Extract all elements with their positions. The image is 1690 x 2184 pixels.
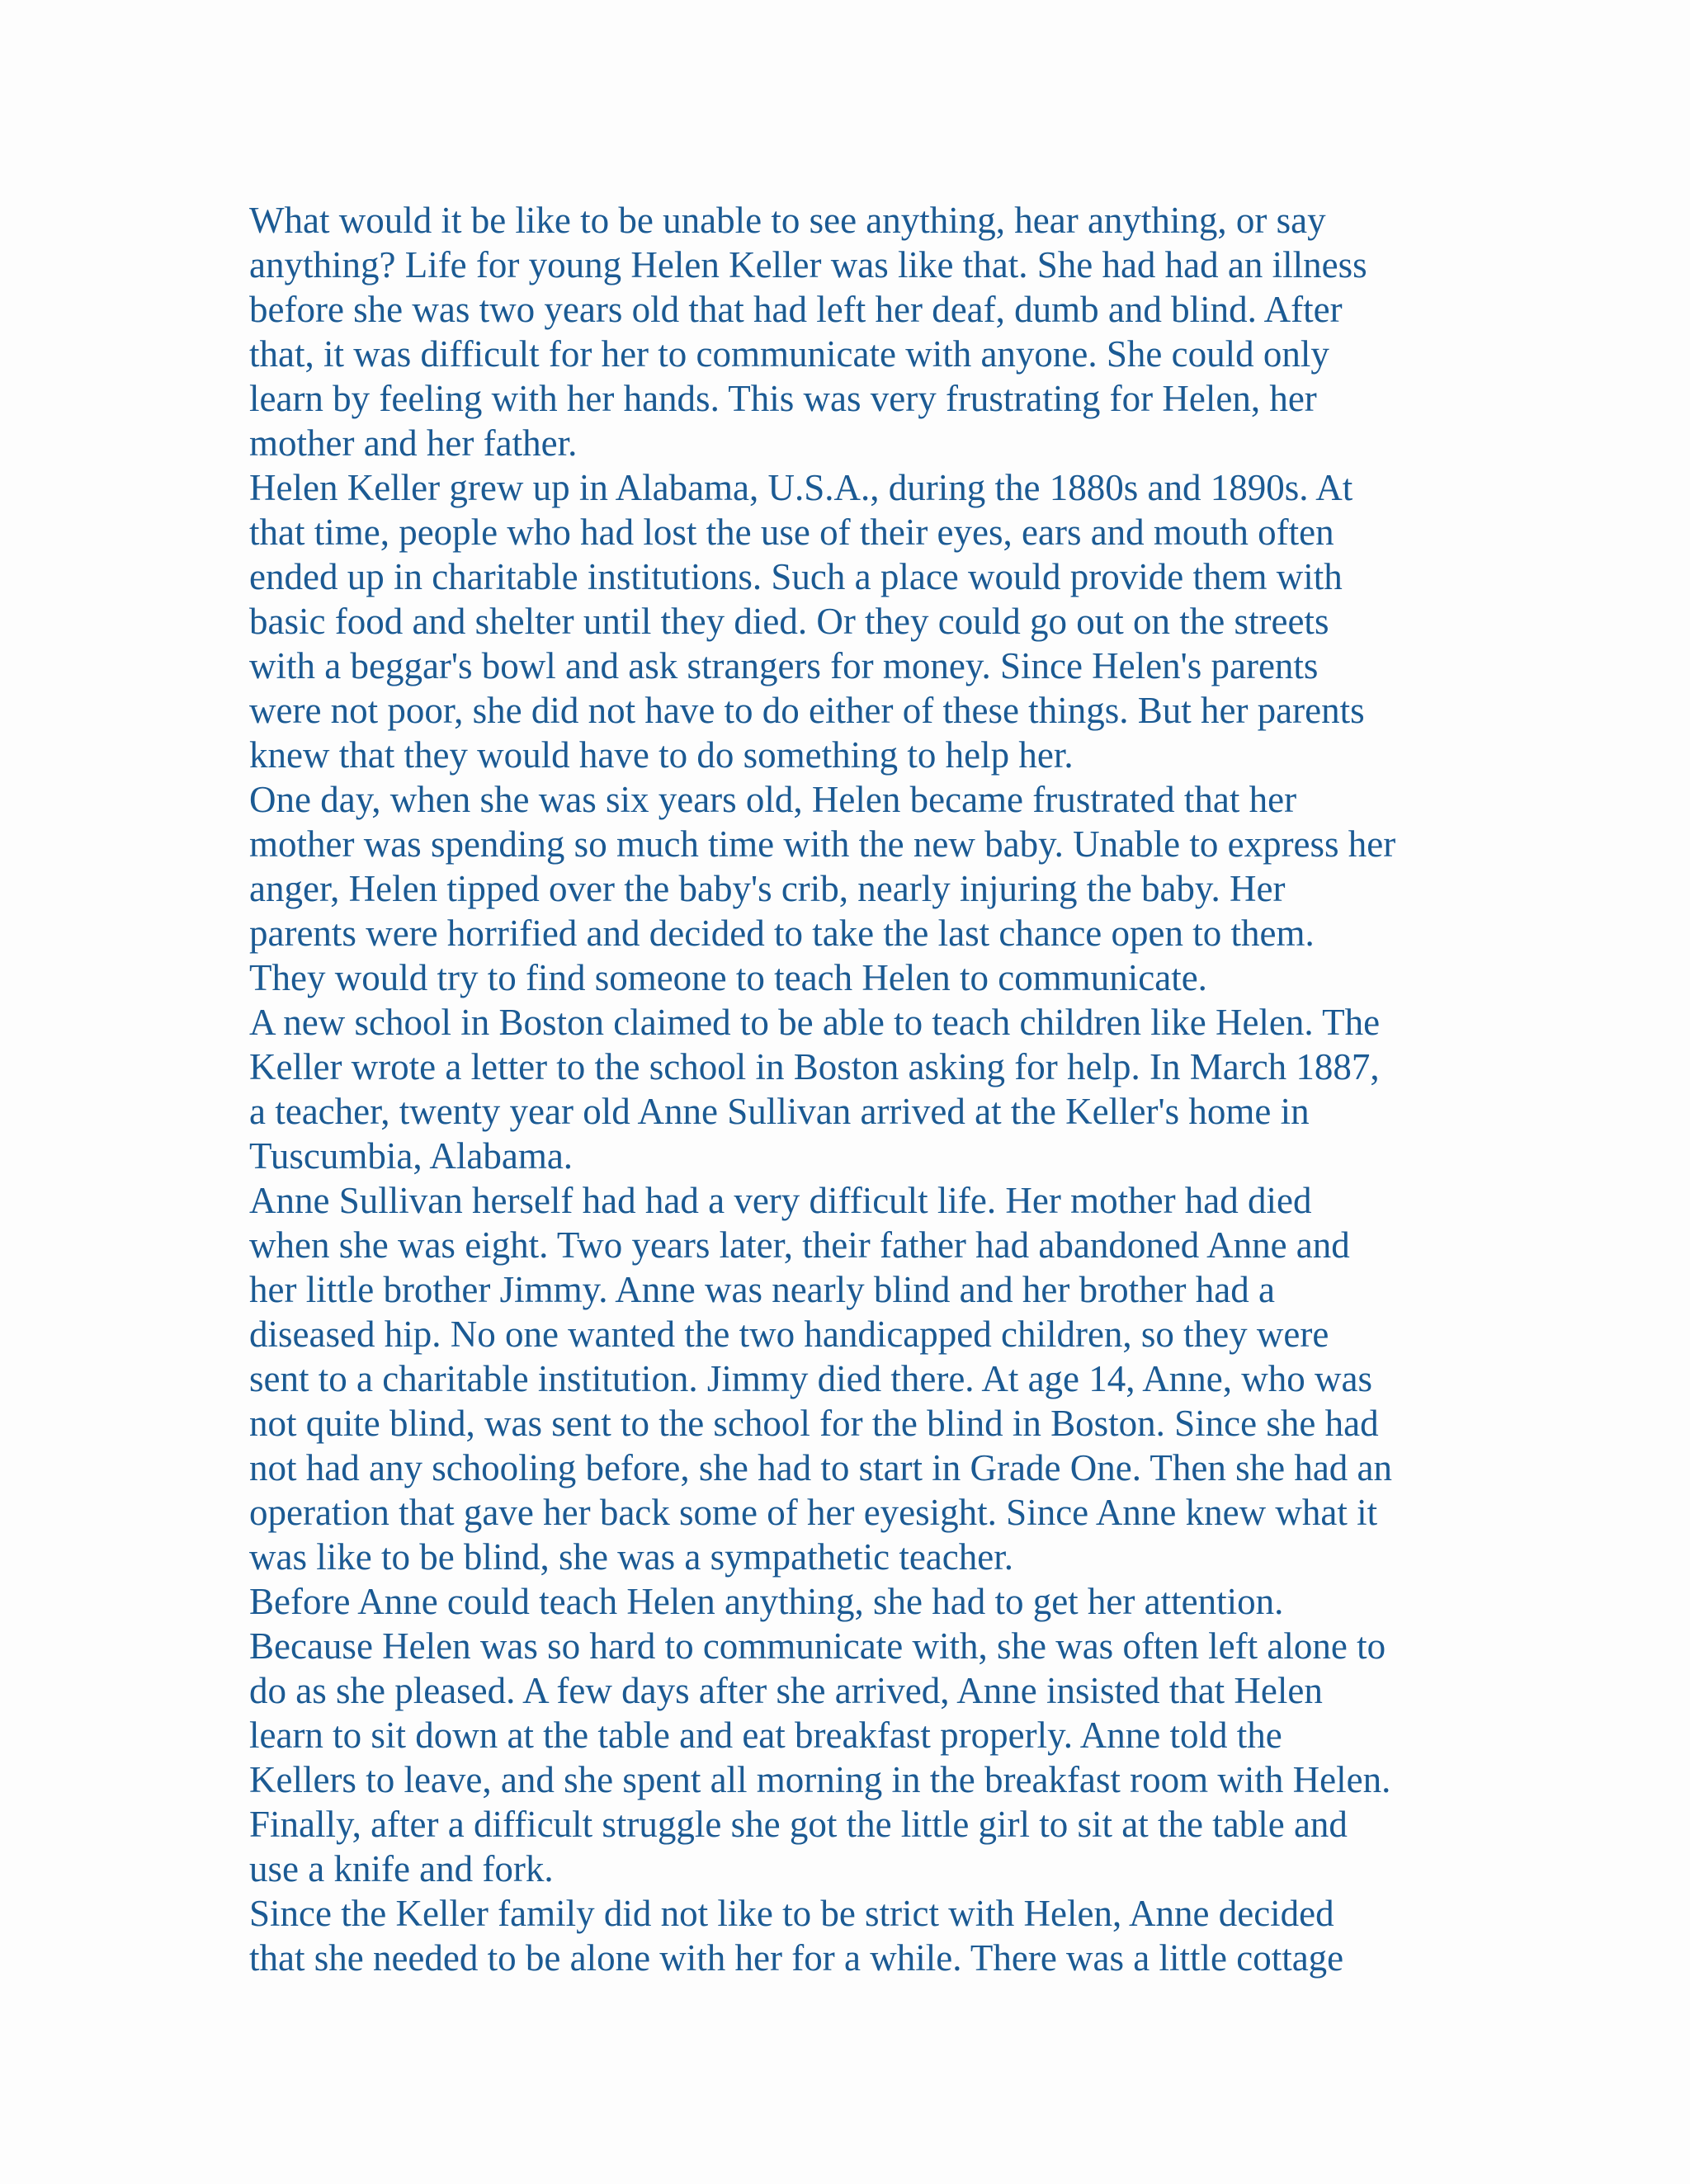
text-line: Finally, after a difficult struggle she got the little girl to sit at the table and [249,1804,1348,1845]
text-line: mother and her father. [249,422,578,464]
text-line: Kellers to leave, and she spent all morning in the breakfast room with Helen. [249,1759,1391,1800]
text-line: anger, Helen tipped over the baby's crib, nearly injuring the baby. Her [249,868,1286,909]
text-line: when she was eight. Two years later, their father had abandoned Anne and [249,1224,1350,1266]
text-line: that time, people who had lost the use of their eyes, ears and mouth often [249,512,1334,553]
text-line: Keller wrote a letter to the school in Boston asking for help. In March 1887, [249,1046,1380,1087]
text-line: was like to be blind, she was a sympathetic teacher. [249,1536,1013,1578]
text-line: learn to sit down at the table and eat breakfast properly. Anne told the [249,1715,1282,1756]
body-text [249,198,1470,1980]
text-line: They would try to find someone to teach Helen to communicate. [249,957,1207,998]
text-line: before she was two years old that had left her deaf, dumb and blind. After [249,289,1343,330]
text-line: basic food and shelter until they died. Or they could go out on the streets [249,601,1329,642]
text-line: Anne Sullivan herself had had a very difficult life. Her mother had died [249,1180,1312,1221]
text-line: Because Helen was so hard to communicate with, she was often left alone to [249,1625,1386,1667]
text-line: that, it was difficult for her to communicate with anyone. She could only [249,333,1329,375]
text-line: Before Anne could teach Helen anything, she had to get her attention. [249,1581,1284,1622]
text-line: not had any schooling before, she had to start in Grade One. Then she had an [249,1447,1393,1488]
text-line: knew that they would have to do something to help her. [249,734,1074,776]
text-line: her little brother Jimmy. Anne was nearly blind and her brother had a [249,1269,1275,1310]
text-line: ended up in charitable institutions. Such a place would provide them with [249,556,1343,597]
text-line: What would it be like to be unable to see anything, hear anything, or say [249,200,1326,241]
text-line: do as she pleased. A few days after she arrived, Anne insisted that Helen [249,1670,1323,1711]
text-line: A new school in Boston claimed to be able to teach children like Helen. The [249,1002,1381,1043]
text-line: mother was spending so much time with the new baby. Unable to express her [249,823,1396,865]
text-line: with a beggar's bowl and ask strangers for money. Since Helen's parents [249,645,1319,686]
text-line: One day, when she was six years old, Helen became frustrated that her [249,779,1297,820]
text-line: Helen Keller grew up in Alabama, U.S.A., during the 1880s and 1890s. At [249,467,1353,508]
text-line: a teacher, twenty year old Anne Sullivan arrived at the Keller's home in [249,1091,1310,1132]
text-line: use a knife and fork. [249,1848,554,1889]
text-line: diseased hip. No one wanted the two handicapped children, so they were [249,1314,1329,1355]
text-line: sent to a charitable institution. Jimmy died there. At age 14, Anne, who was [249,1358,1372,1399]
text-line: that she needed to be alone with her for a while. There was a little cottage [249,1937,1344,1979]
text-line: not quite blind, was sent to the school for the blind in Boston. Since she had [249,1403,1379,1444]
text-line: were not poor, she did not have to do either of these things. But her parents [249,690,1365,731]
text-line: operation that gave her back some of her eyesight. Since Anne knew what it [249,1492,1378,1533]
text-line: Tuscumbia, Alabama. [249,1135,574,1177]
text-line: Since the Keller family did not like to be strict with Helen, Anne decided [249,1893,1334,1934]
text-line: anything? Life for young Helen Keller was like that. She had had an illness [249,244,1367,285]
text-line: learn by feeling with her hands. This was very frustrating for Helen, her [249,378,1317,419]
text-line: parents were horrified and decided to take the last chance open to them. [249,913,1315,954]
